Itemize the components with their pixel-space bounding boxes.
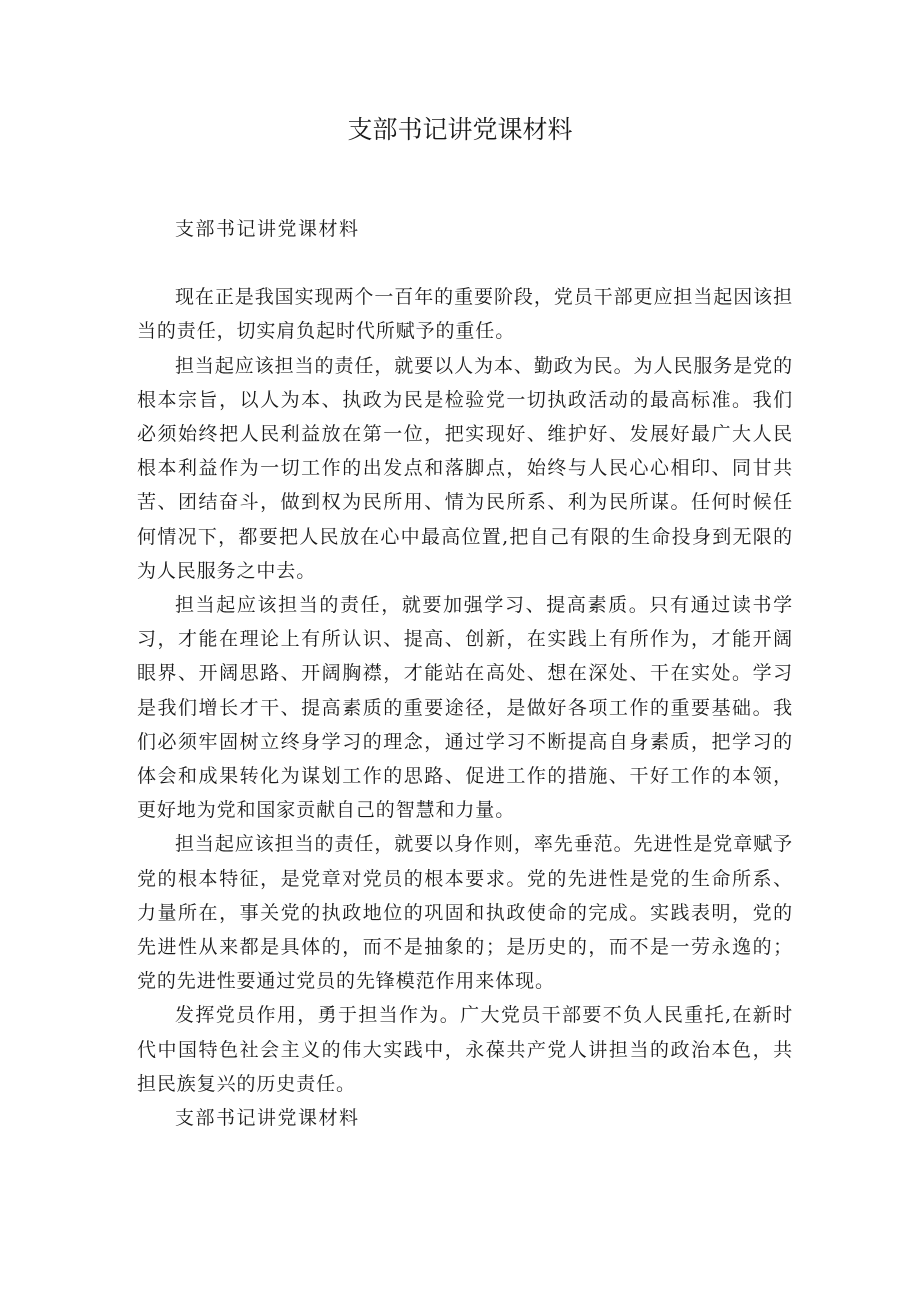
paragraph-5: 发挥党员作用，勇于担当作为。广大党员干部要不负人民重托,在新时代中国特色社会主义的伟大实践中，永葆共产党人讲担当的政治本色，共担民族复兴的历史责任。 bbox=[137, 1004, 793, 1095]
paragraph-1: 现在正是我国实现两个一百年的重要阶段，党员干部更应担当起因该担当的责任，切实肩负起时代所赋予的重任。 bbox=[137, 286, 793, 343]
document-title: 支部书记讲党课材料 bbox=[347, 115, 573, 144]
document-closing-line: 支部书记讲党课材料 bbox=[175, 1107, 360, 1130]
document-body bbox=[137, 212, 793, 1135]
paragraph-4: 担当起应该担当的责任，就要以身作则，率先垂范。先进性是党章赋予党的根本特征，是党章对党员的根本要求。党的先进性是党的生命所系、力量所在，事关党的执政地位的巩固和执政使命的完成。实践表明，党的先进性从来都是具体的，而不是抽象的；是历史的，而不是一劳永逸的；党的先进性要通过党员的先锋模范作用来体现。 bbox=[137, 833, 793, 993]
paragraph-2: 担当起应该担当的责任，就要以人为本、勤政为民。为人民服务是党的根本宗旨，以人为本、执政为民是检验党一切执政活动的最高标准。我们必须始终把人民利益放在第一位，把实现好、维护好、发展好最广大人民根本利益作为一切工作的出发点和落脚点，始终与人民心心相印、同甘共苦、团结奋斗，做到权为民所用、情为民所系、利为民所谋。任何时候任何情况下，都要把人民放在心中最高位置,把自己有限的生命投身到无限的为人民服务之中去。 bbox=[137, 354, 793, 582]
document-subtitle: 支部书记讲党课材料 bbox=[175, 218, 360, 240]
paragraph-3: 担当起应该担当的责任，就要加强学习、提高素质。只有通过读书学习，才能在理论上有所认识、提高、创新，在实践上有所作为，才能开阔眼界、开阔思路、开阔胸襟，才能站在高处、想在深处、干在实处。学习是我们增长才干、提高素质的重要途径，是做好各项工作的重要基础。我们必须牢固树立终身学习的理念，通过学习不断提高自身素质，把学习的体会和成果转化为谋划工作的思路、促进工作的措施、干好工作的本领，更好地为党和国家贡献自己的智慧和力量。 bbox=[137, 594, 793, 822]
